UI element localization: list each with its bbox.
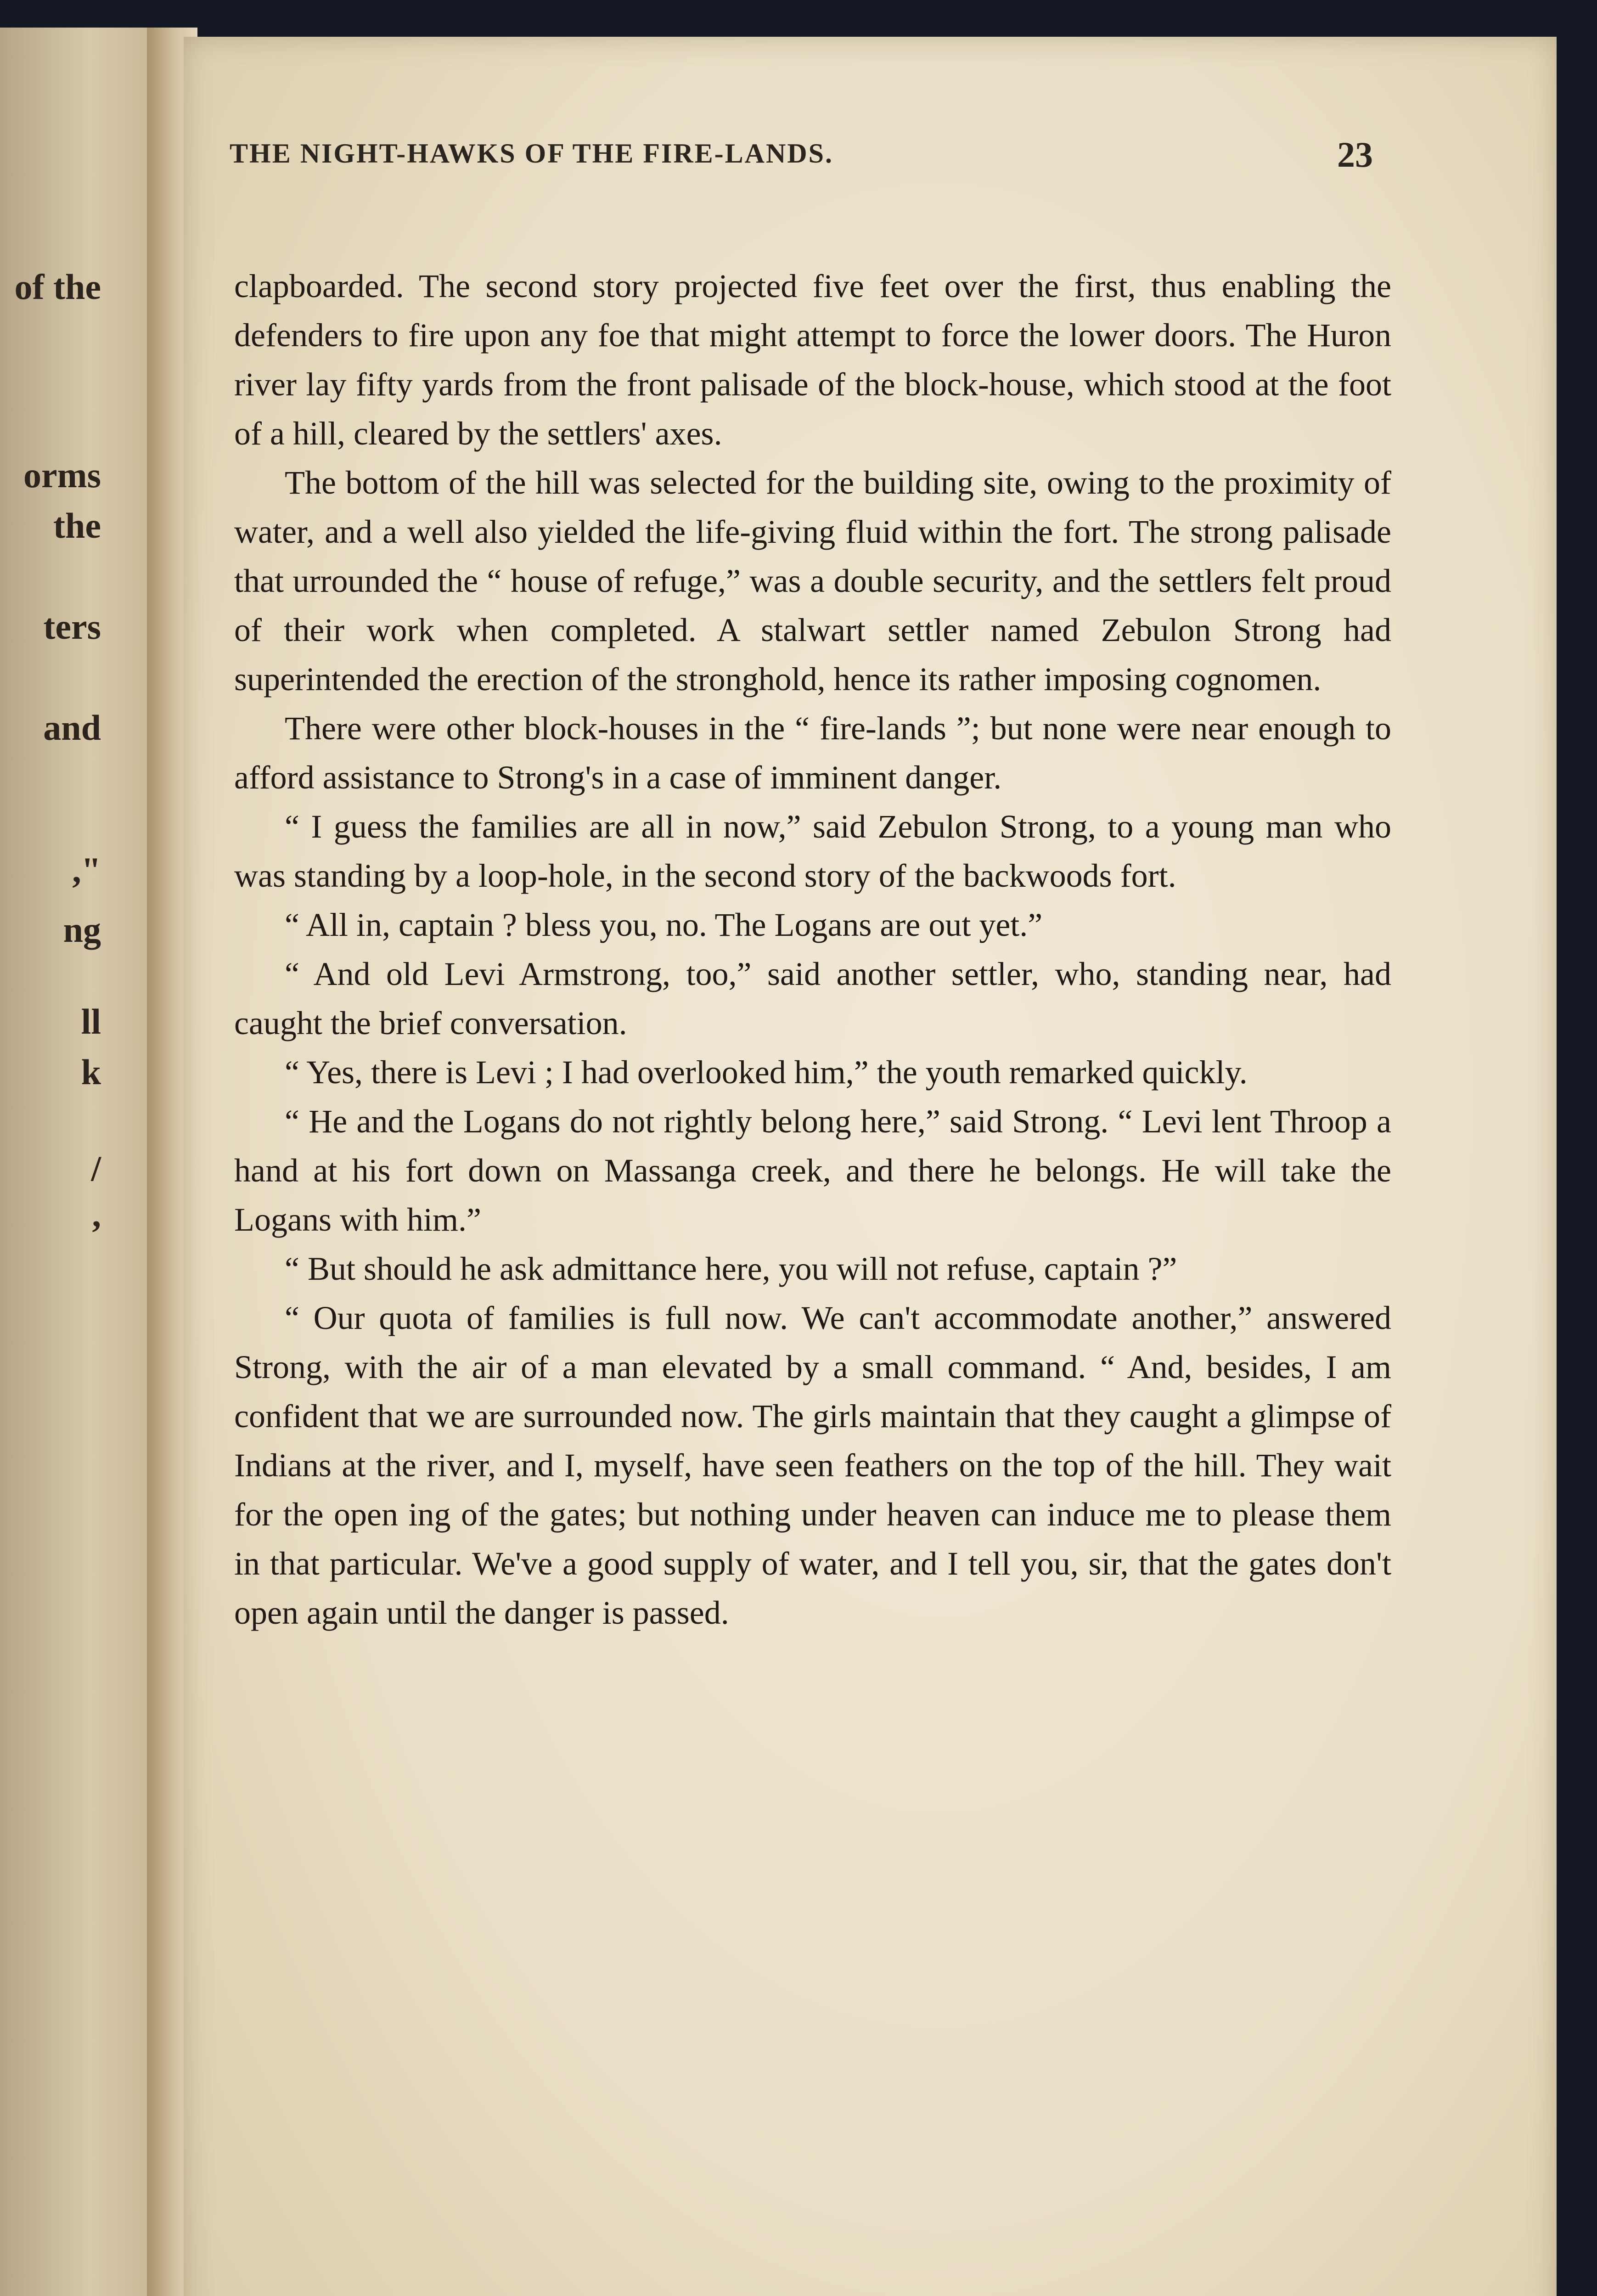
previous-page-edge — [0, 28, 165, 2296]
paragraph: “ He and the Logans do not rightly belong here,” said Strong. “ Levi lent Throop a hand at his fort down on Massanga creek, and there he belongs. He will take the Logans with him.” — [234, 1103, 1391, 1238]
previous-page-fragment: k — [81, 1052, 101, 1092]
paragraph: “ Our quota of families is full now. We can't accommodate another,” answered Strong, with the air of a man elevated by a small command. “ And, besides, I am confident that we are surrounded now. The girls maintain that they caught a glimpse of Indians at the river, and I, myself, have seen feathers on the top of the hill. They wait for the open ing of the gates; but nothing under heaven can induce me to please them in that particular. We've a good supply of water, and I tell you, sir, that the gates don't open again until the danger is passed. — [234, 1300, 1391, 1631]
paragraph: There were other block-houses in the “ fire-lands ”; but none were near enough to afford assistance to Strong's in a case of imminent danger. — [234, 710, 1391, 796]
paragraph: “ I guess the families are all in now,” said Zebulon Strong, to a young man who was standing by a loop-hole, in the second story of the backwoods fort. — [234, 808, 1391, 894]
running-title: THE NIGHT-HAWKS OF THE FIRE-LANDS. — [230, 138, 834, 169]
previous-page-fragment: ters — [43, 607, 101, 647]
previous-page-fragment: ," — [72, 850, 101, 890]
paragraph: “ Yes, there is Levi ; I had overlooked him,” the youth remarked quickly. — [285, 1054, 1248, 1091]
previous-page-fragment: / — [91, 1148, 101, 1188]
previous-page-fragment: ng — [63, 910, 101, 950]
previous-page-fragment: and — [43, 708, 101, 748]
paragraph: The bottom of the hill was selected for the building site, owing to the proximity of water, and a well also yielded the life-giving fluid within the fort. The strong palisade that urrounded the “ house of refuge,” was a double security, and the settlers felt proud of their work when completed. A stalwart settler named Zebulon Strong had superintended the erection of the stronghold, hence its rather imposing cognomen. — [234, 464, 1391, 698]
paragraph: clapboarded. The second story projected five feet over the first, thus enabling the defenders to fire upon any foe that might attempt to force the lower doors. The Huron river lay fifty yards from the front palisade of the block-house, which stood at the foot of a hill, cleared by the settlers' axes. — [234, 268, 1391, 452]
previous-page-fragment: ll — [81, 1002, 101, 1041]
previous-page-fragment: of the — [14, 267, 101, 307]
running-head — [207, 135, 1391, 184]
paragraph: “ All in, captain ? bless you, no. The Logans are out yet.” — [285, 906, 1043, 943]
paragraph: “ And old Levi Armstrong, too,” said another settler, who, standing near, had caught the brief conversation. — [234, 956, 1391, 1041]
page-body-text — [234, 262, 1391, 1638]
previous-page-fragment: the — [53, 506, 101, 546]
previous-page-fragment: , — [92, 1194, 101, 1234]
previous-page-fragment: orms — [23, 455, 101, 495]
paragraph: “ But should he ask admittance here, you will not refuse, captain ?” — [285, 1250, 1177, 1287]
page-number: 23 — [1337, 135, 1373, 174]
